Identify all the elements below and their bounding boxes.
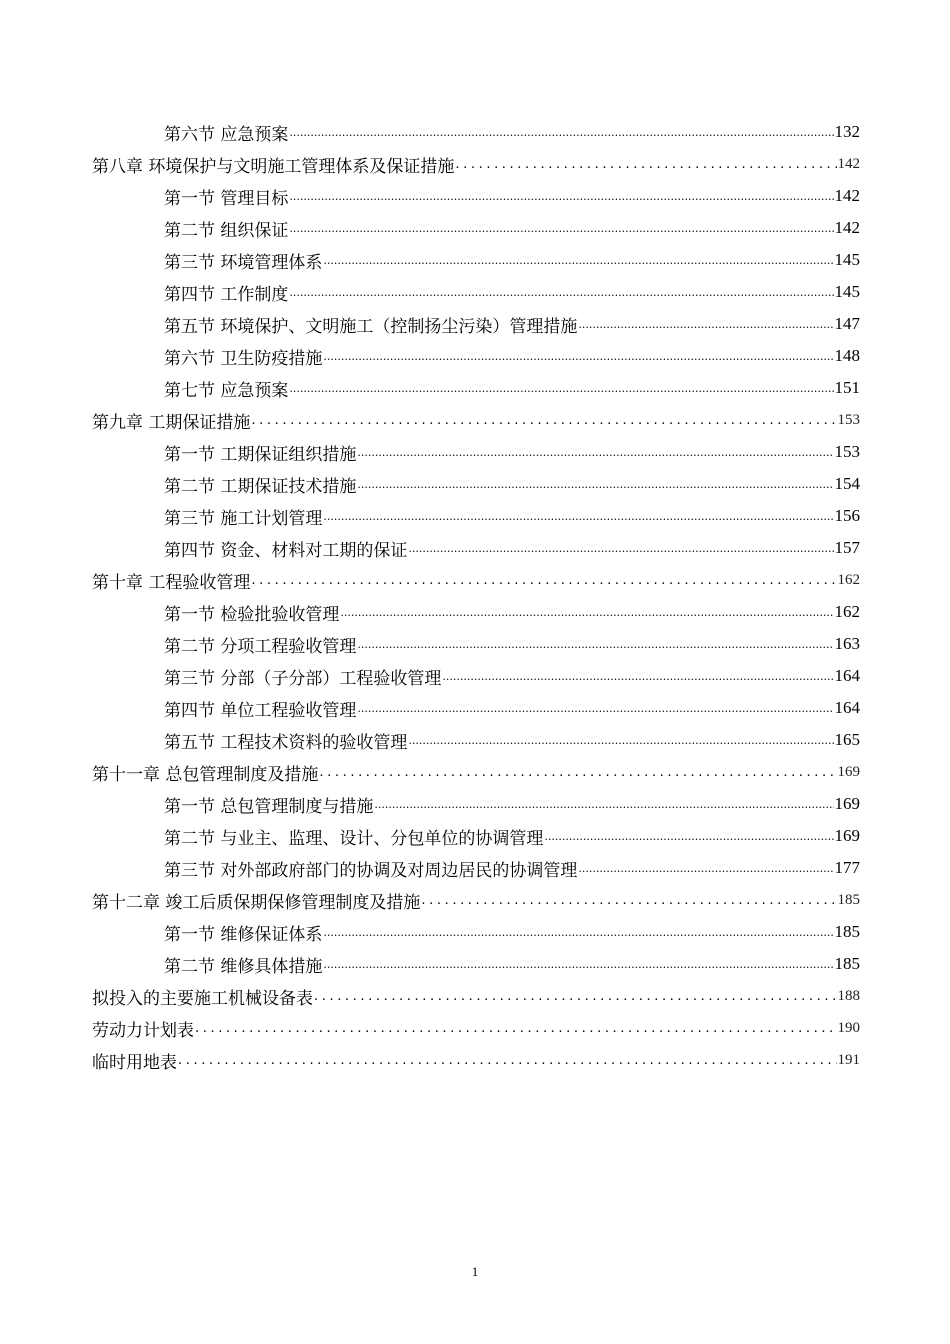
- toc-leader-dots: [357, 474, 833, 494]
- toc-entry-title: 拟投入的主要施工机械设备表: [92, 988, 313, 1009]
- toc-entry-title: 第四节 资金、材料对工期的保证: [164, 540, 408, 561]
- table-of-contents: [92, 116, 860, 1076]
- toc-leader-dots: [357, 634, 833, 654]
- toc-entry-page: 156: [834, 506, 860, 525]
- toc-entry-title: 第十章 工程验收管理: [92, 572, 251, 593]
- toc-entry-title: 第二节 分项工程验收管理: [164, 636, 357, 657]
- toc-entry-title: 劳动力计划表: [92, 1020, 194, 1041]
- toc-entry[interactable]: [92, 404, 860, 436]
- toc-leader-dots: [195, 1018, 837, 1038]
- toc-entry-page: 148: [834, 346, 860, 365]
- toc-entry-page: 165: [834, 730, 860, 749]
- toc-entry-title: 第五节 工程技术资料的验收管理: [164, 732, 408, 753]
- toc-entry-page: 132: [834, 122, 860, 141]
- toc-entry-page: 142: [834, 218, 860, 237]
- toc-entry[interactable]: [92, 660, 860, 692]
- toc-entry-title: 第三节 施工计划管理: [164, 508, 323, 529]
- toc-entry-page: 154: [834, 474, 860, 493]
- toc-entry[interactable]: [92, 852, 860, 884]
- toc-entry-title: 第三节 环境管理体系: [164, 252, 323, 273]
- toc-entry-page: 164: [834, 666, 860, 685]
- toc-entry-title: 第一节 管理目标: [164, 188, 289, 209]
- toc-leader-dots: [323, 250, 833, 270]
- toc-leader-dots: [340, 602, 833, 622]
- toc-entry[interactable]: [92, 276, 860, 308]
- toc-leader-dots: [357, 698, 833, 718]
- toc-entry-page: 162: [837, 571, 860, 588]
- toc-entry-page: 190: [837, 1019, 860, 1036]
- toc-entry-title: 临时用地表: [92, 1052, 177, 1073]
- toc-entry-title: 第一节 工期保证组织措施: [164, 444, 357, 465]
- toc-entry[interactable]: [92, 980, 860, 1012]
- toc-entry[interactable]: [92, 692, 860, 724]
- toc-entry-page: 188: [837, 987, 860, 1004]
- toc-entry-page: 162: [834, 602, 860, 621]
- toc-entry[interactable]: [92, 180, 860, 212]
- toc-leader-dots: [289, 282, 833, 302]
- toc-entry-page: 142: [837, 155, 860, 172]
- toc-leader-dots: [289, 122, 833, 142]
- page-number: 1: [471, 1264, 479, 1279]
- toc-entry-page: 145: [834, 250, 860, 269]
- toc-leader-dots: [408, 730, 833, 750]
- toc-entry[interactable]: [92, 564, 860, 596]
- toc-leader-dots: [251, 410, 836, 430]
- toc-entry-page: 157: [834, 538, 860, 557]
- toc-entry[interactable]: [92, 756, 860, 788]
- toc-entry-page: 191: [837, 1051, 860, 1068]
- toc-leader-dots: [323, 922, 833, 942]
- toc-entry-title: 第一节 检验批验收管理: [164, 604, 340, 625]
- toc-entry-title: 第二节 组织保证: [164, 220, 289, 241]
- toc-leader-dots: [289, 218, 833, 238]
- toc-entry-page: 185: [834, 954, 860, 973]
- toc-leader-dots: [178, 1050, 837, 1070]
- toc-entry[interactable]: [92, 724, 860, 756]
- toc-entry-title: 第十一章 总包管理制度及措施: [92, 764, 319, 785]
- toc-entry-page: 177: [834, 858, 860, 877]
- toc-entry-title: 第二节 与业主、监理、设计、分包单位的协调管理: [164, 828, 544, 849]
- toc-entry[interactable]: [92, 148, 860, 180]
- toc-leader-dots: [408, 538, 833, 558]
- toc-entry-title: 第一节 总包管理制度与措施: [164, 796, 374, 817]
- toc-leader-dots: [323, 346, 833, 366]
- toc-entry-page: 169: [837, 763, 860, 780]
- toc-entry[interactable]: [92, 116, 860, 148]
- toc-entry-title: 第二节 工期保证技术措施: [164, 476, 357, 497]
- toc-entry-page: 151: [834, 378, 860, 397]
- toc-entry[interactable]: [92, 468, 860, 500]
- toc-entry-page: 145: [834, 282, 860, 301]
- toc-entry-title: 第九章 工期保证措施: [92, 412, 251, 433]
- toc-entry-title: 第六节 卫生防疫措施: [164, 348, 323, 369]
- toc-entry-page: 153: [834, 442, 860, 461]
- toc-leader-dots: [421, 890, 836, 910]
- toc-entry[interactable]: [92, 948, 860, 980]
- toc-entry[interactable]: [92, 820, 860, 852]
- toc-entry-title: 第七节 应急预案: [164, 380, 289, 401]
- toc-leader-dots: [357, 442, 833, 462]
- toc-entry[interactable]: [92, 244, 860, 276]
- toc-entry-title: 第三节 分部（子分部）工程验收管理: [164, 668, 442, 689]
- toc-entry-page: 163: [834, 634, 860, 653]
- toc-entry-page: 169: [834, 826, 860, 845]
- toc-leader-dots: [319, 762, 836, 782]
- toc-entry[interactable]: [92, 916, 860, 948]
- toc-entry-page: 164: [834, 698, 860, 717]
- toc-entry-title: 第二节 维修具体措施: [164, 956, 323, 977]
- toc-entry[interactable]: [92, 1044, 860, 1076]
- toc-entry[interactable]: [92, 340, 860, 372]
- toc-leader-dots: [314, 986, 837, 1006]
- toc-entry-title: 第四节 单位工程验收管理: [164, 700, 357, 721]
- toc-entry-title: 第六节 应急预案: [164, 124, 289, 145]
- toc-entry[interactable]: [92, 788, 860, 820]
- toc-leader-dots: [289, 378, 833, 398]
- toc-entry[interactable]: [92, 884, 860, 916]
- toc-entry[interactable]: [92, 628, 860, 660]
- toc-entry[interactable]: [92, 1012, 860, 1044]
- toc-entry-page: 185: [837, 891, 860, 908]
- toc-leader-dots: [289, 186, 833, 206]
- toc-entry-title: 第五节 环境保护、文明施工（控制扬尘污染）管理措施: [164, 316, 578, 337]
- toc-entry[interactable]: [92, 212, 860, 244]
- toc-entry[interactable]: [92, 596, 860, 628]
- toc-leader-dots: [374, 794, 833, 814]
- toc-leader-dots: [578, 858, 833, 878]
- toc-leader-dots: [323, 506, 833, 526]
- toc-entry-title: 第八章 环境保护与文明施工管理体系及保证措施: [92, 156, 455, 177]
- toc-entry-page: 142: [834, 186, 860, 205]
- toc-leader-dots: [442, 666, 833, 686]
- toc-leader-dots: [251, 570, 836, 590]
- toc-entry-page: 185: [834, 922, 860, 941]
- toc-entry-page: 153: [837, 411, 860, 428]
- toc-entry[interactable]: [92, 308, 860, 340]
- toc-entry-page: 169: [834, 794, 860, 813]
- toc-leader-dots: [455, 154, 836, 174]
- toc-entry[interactable]: [92, 436, 860, 468]
- toc-entry-title: 第一节 维修保证体系: [164, 924, 323, 945]
- toc-entry-title: 第四节 工作制度: [164, 284, 289, 305]
- toc-entry[interactable]: [92, 500, 860, 532]
- toc-entry-title: 第十二章 竣工后质保期保修管理制度及措施: [92, 892, 421, 913]
- toc-leader-dots: [544, 826, 833, 846]
- toc-entry[interactable]: [92, 372, 860, 404]
- toc-leader-dots: [323, 954, 833, 974]
- toc-entry[interactable]: [92, 532, 860, 564]
- toc-entry-page: 147: [834, 314, 860, 333]
- toc-entry-title: 第三节 对外部政府部门的协调及对周边居民的协调管理: [164, 860, 578, 881]
- toc-leader-dots: [578, 314, 833, 334]
